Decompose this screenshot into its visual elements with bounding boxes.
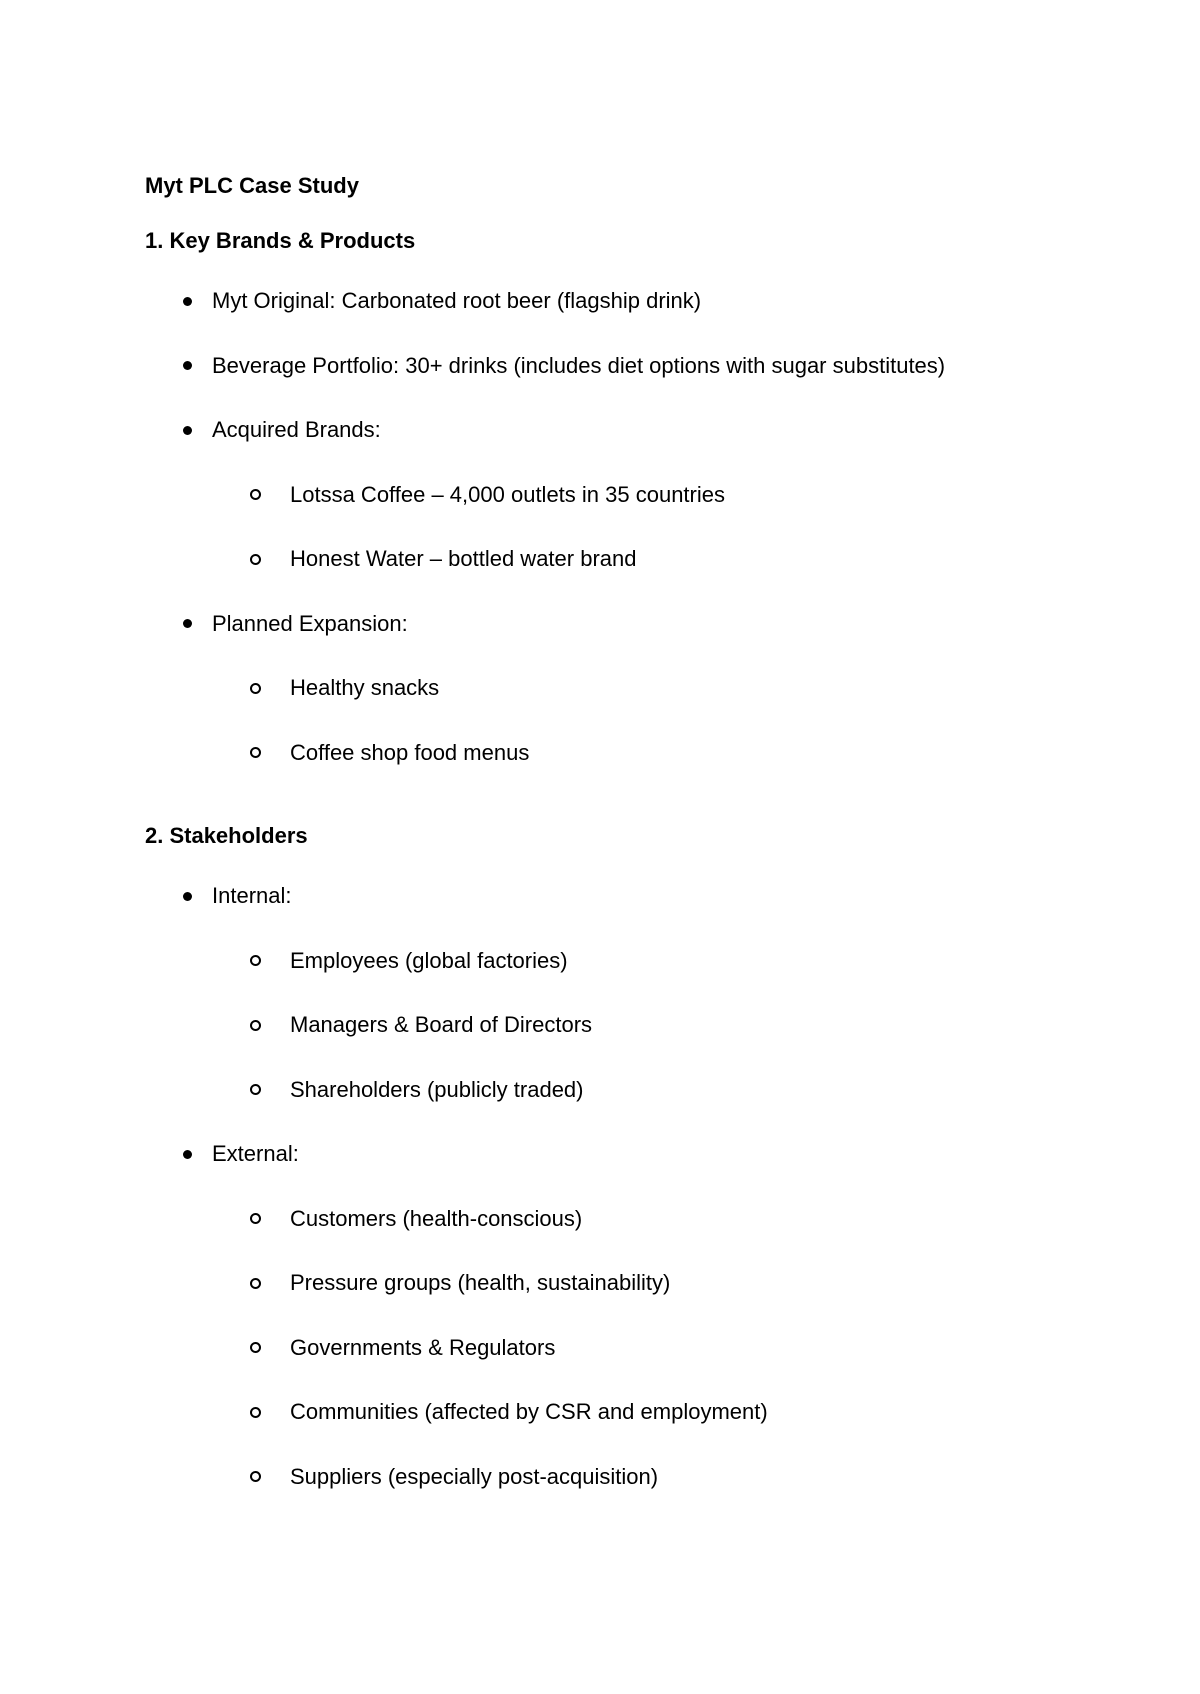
section-heading: 1. Key Brands & Products xyxy=(145,228,416,253)
list-item-text: Myt Original: Carbonated root beer (flagship drink) xyxy=(212,288,702,313)
list-item-text: Governments & Regulators xyxy=(290,1334,556,1360)
list-item xyxy=(145,740,529,766)
bullet-circle-icon xyxy=(250,1407,261,1418)
list-item xyxy=(145,1141,299,1167)
list-item-text: Honest Water – bottled water brand xyxy=(290,546,637,571)
bullet-circle-icon xyxy=(250,489,261,500)
bullet-circle-icon xyxy=(250,683,261,694)
list-item xyxy=(145,1012,592,1038)
list-item-text: Pressure groups (health, sustainability) xyxy=(290,1270,671,1295)
list-item-text: Healthy snacks xyxy=(290,675,440,700)
bullet-dot-icon xyxy=(183,361,192,370)
list-item xyxy=(145,1464,658,1490)
list-item xyxy=(145,611,408,637)
list-item xyxy=(145,675,439,701)
list-item xyxy=(145,1335,555,1361)
list-item xyxy=(145,482,725,508)
list-item-text: Beverage Portfolio: 30+ drinks (includes diet options with sugar substitutes) xyxy=(212,352,946,378)
list-item xyxy=(145,1399,768,1425)
bullet-dot-icon xyxy=(183,892,192,901)
list-item xyxy=(145,1206,582,1232)
bullet-circle-icon xyxy=(250,747,261,758)
bullet-circle-icon xyxy=(250,554,261,565)
list-item xyxy=(145,1077,584,1103)
list-item-text: Communities (affected by CSR and employment) xyxy=(290,1399,768,1424)
list-item xyxy=(145,417,381,443)
list-item-text: Internal: xyxy=(212,883,292,908)
list-item xyxy=(145,883,292,909)
list-item-text: Managers & Board of Directors xyxy=(290,1012,593,1037)
bullet-circle-icon xyxy=(250,1084,261,1095)
list-item xyxy=(145,353,945,379)
list-item-text: Coffee shop food menus xyxy=(290,739,530,765)
doc-body xyxy=(145,228,1120,1528)
section-heading: 2. Stakeholders xyxy=(145,823,308,848)
list-item xyxy=(145,1270,670,1296)
list-item xyxy=(145,288,701,314)
list-item-text: Planned Expansion: xyxy=(212,610,408,636)
bullet-dot-icon xyxy=(183,297,192,306)
bullet-circle-icon xyxy=(250,1278,261,1289)
bullet-circle-icon xyxy=(250,1342,261,1353)
list-item-text: Customers (health-conscious) xyxy=(290,1205,583,1231)
bullet-circle-icon xyxy=(250,1213,261,1224)
bullet-dot-icon xyxy=(183,426,192,435)
list-item xyxy=(145,948,568,974)
list-item-text: Lotssa Coffee – 4,000 outlets in 35 countries xyxy=(290,481,725,507)
list-item-text: Shareholders (publicly traded) xyxy=(290,1076,584,1102)
doc-title: Myt PLC Case Study xyxy=(145,173,359,198)
list-item-text: External: xyxy=(212,1141,299,1166)
list-item xyxy=(145,546,636,572)
bullet-dot-icon xyxy=(183,619,192,628)
bullet-circle-icon xyxy=(250,1020,261,1031)
bullet-circle-icon xyxy=(250,955,261,966)
list-item-text: Employees (global factories) xyxy=(290,947,568,973)
list-item-text: Acquired Brands: xyxy=(212,417,381,442)
bullet-dot-icon xyxy=(183,1150,192,1159)
bullet-circle-icon xyxy=(250,1471,261,1482)
list-item-text: Suppliers (especially post-acquisition) xyxy=(290,1463,659,1489)
